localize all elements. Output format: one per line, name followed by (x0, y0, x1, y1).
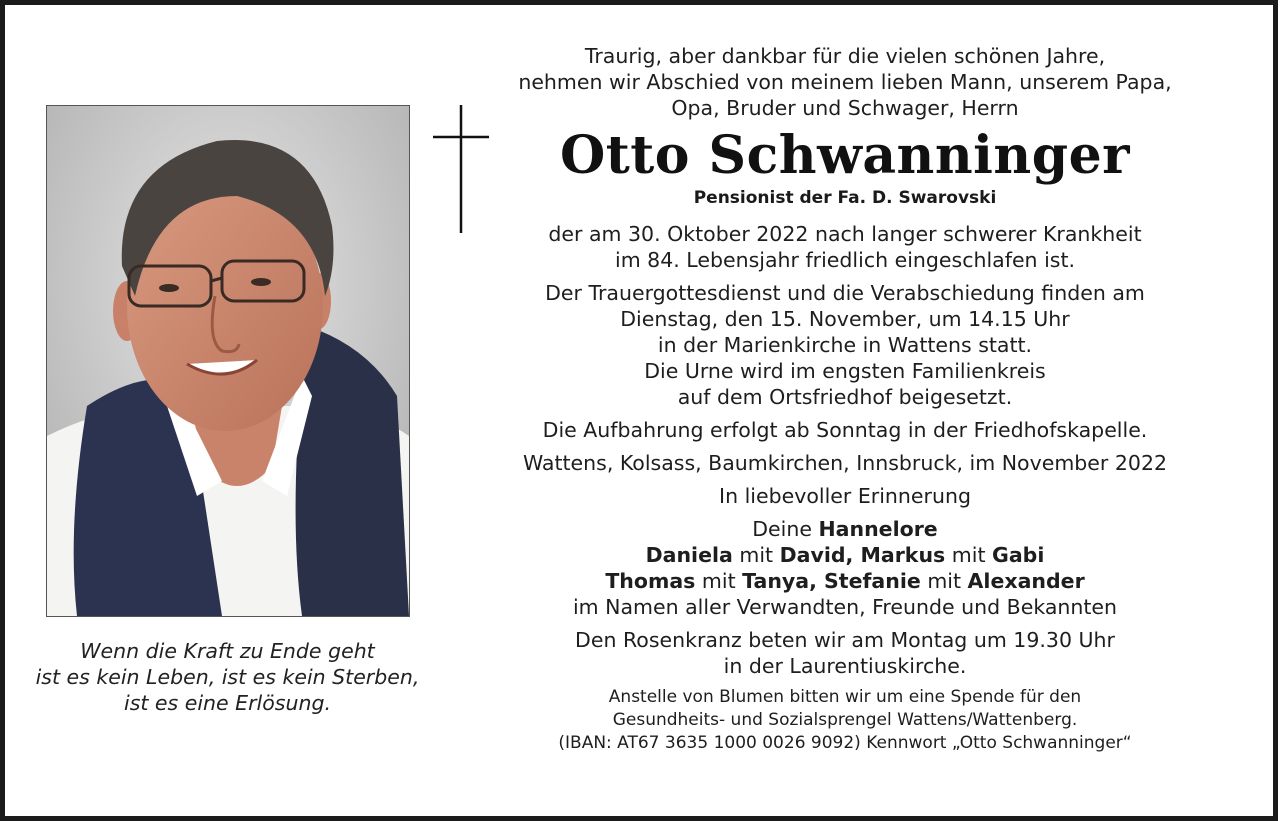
family-line (515, 568, 1175, 594)
rosary-line: Den Rosenkranz beten wir am Montag um 19.30 Uhr (575, 628, 1115, 652)
service-line: in der Marienkirche in Wattens statt. (657, 333, 1033, 357)
quote-line: ist es kein Leben, ist es kein Sterben, (35, 665, 420, 689)
family-signature (515, 516, 1175, 620)
quote-line: ist es eine Erlösung. (124, 691, 331, 715)
donation-paragraph (515, 686, 1175, 755)
family-text: mit (739, 543, 774, 567)
viewing-info: Die Aufbahrung erfolgt ab Sonntag in der Friedhofskapelle. (542, 418, 1148, 442)
donation-line: (IBAN: AT67 3635 1000 0026 9092) Kennwort „Otto Schwanninger“ (558, 733, 1132, 753)
service-paragraph (515, 280, 1175, 410)
family-text: mit (701, 569, 736, 593)
family-member: Hannelore (818, 517, 938, 541)
rosary-paragraph (515, 627, 1175, 679)
deceased-name: Otto Schwanninger (559, 125, 1131, 186)
memorial-quote (25, 638, 430, 716)
service-line: Die Urne wird im engsten Familienkreis (644, 359, 1046, 383)
memory-line: In liebevoller Erinnerung (719, 484, 971, 508)
family-member: David, Markus (779, 543, 946, 567)
rosary-line: in der Laurentiuskirche. (723, 654, 967, 678)
family-text: mit (951, 543, 986, 567)
intro-line: Opa, Bruder und Schwager, Herrn (671, 96, 1019, 120)
family-member: Daniela (645, 543, 733, 567)
family-line (515, 542, 1175, 568)
portrait-photo (46, 105, 410, 617)
donation-line: Anstelle von Blumen bitten wir um eine Spende für den (608, 687, 1082, 707)
family-member: Tanya, Stefanie (742, 569, 921, 593)
relatives-line: im Namen aller Verwandten, Freunde und Bekannten (572, 595, 1118, 619)
portrait-illustration (47, 106, 409, 616)
death-line: im 84. Lebensjahr friedlich eingeschlafen ist. (615, 248, 1075, 272)
service-line: Der Trauergottesdienst und die Verabschiedung finden am (545, 281, 1145, 305)
family-member: Thomas (605, 569, 696, 593)
service-line: auf dem Ortsfriedhof beigesetzt. (677, 385, 1013, 409)
family-text: Deine (752, 517, 812, 541)
obituary-text (515, 43, 1175, 755)
cross-icon (433, 105, 489, 235)
service-line: Dienstag, den 15. November, um 14.15 Uhr (620, 307, 1070, 331)
intro-paragraph (515, 43, 1175, 121)
family-member: Gabi (992, 543, 1045, 567)
death-line: der am 30. Oktober 2022 nach langer schwerer Krankheit (548, 222, 1142, 246)
occupation: Pensionist der Fa. D. Swarovski (693, 188, 997, 208)
family-text: mit (927, 569, 962, 593)
quote-line: Wenn die Kraft zu Ende geht (80, 639, 375, 663)
family-member: Alexander (967, 569, 1085, 593)
family-line (515, 516, 1175, 542)
death-paragraph (515, 221, 1175, 273)
intro-line: Traurig, aber dankbar für die vielen schönen Jahre, (584, 44, 1106, 68)
intro-line: nehmen wir Abschied von meinem lieben Mann, unserem Papa, (518, 70, 1172, 94)
places-date: Wattens, Kolsass, Baumkirchen, Innsbruck, im November 2022 (522, 451, 1168, 475)
donation-line: Gesundheits- und Sozialsprengel Wattens/Wattenberg. (612, 710, 1078, 730)
